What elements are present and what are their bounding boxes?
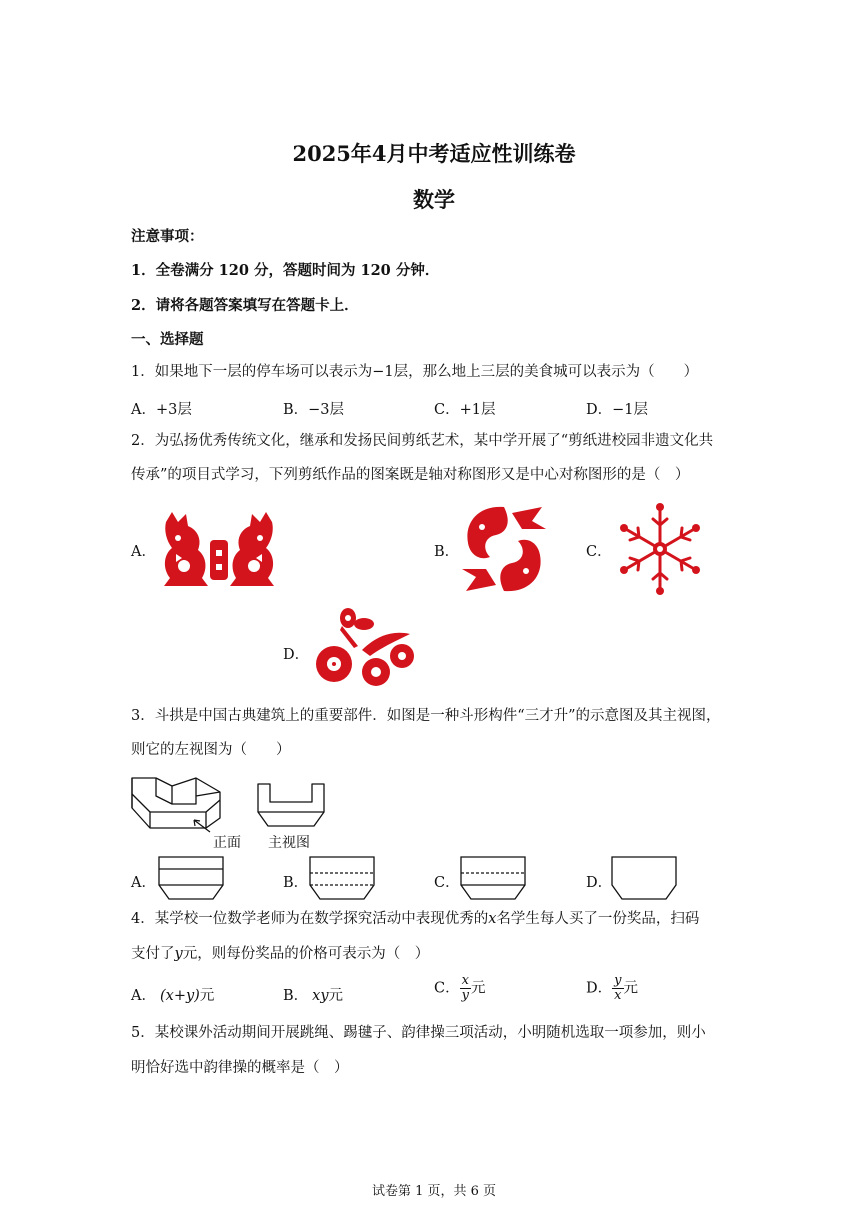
papercut-rabbits-image <box>158 510 280 588</box>
var-x: x <box>488 911 497 927</box>
q1-option-b: B．−3层 <box>283 402 345 418</box>
q3-option-a-diagram <box>157 855 225 901</box>
section-heading: 一、选择题 <box>131 331 204 348</box>
q4-option-c: C． $\frac{x}{y}$ 元 <box>434 973 486 1003</box>
papercut-flower-image <box>312 606 418 690</box>
q2-line-1: 2．为弘扬优秀传统文化，继承和发扬民间剪纸艺术，某中学开展了“剪纸进校园非遗文化共 <box>131 433 714 449</box>
q1-option-a: A．+3层 <box>131 402 192 418</box>
q2-option-a-label: A． <box>131 544 156 560</box>
q4-option-d: D． $\frac{y}{x}$ 元 <box>586 973 638 1003</box>
q5-line-1: 5．某校课外活动期间开展跳绳、踢毽子、韵律操三项活动，小明随机选取一项参加，则小 <box>131 1025 706 1041</box>
q1-text: 1．如果地下一层的停车场可以表示为−1层，那么地上三层的美食城可以表示为（ ） <box>131 364 699 380</box>
q1-option-d: D．−1层 <box>586 402 649 418</box>
page-footer: 试卷第 1 页，共 6 页 <box>371 1184 497 1199</box>
papercut-fish-image <box>460 503 548 595</box>
notice-heading: 注意事项： <box>131 228 204 245</box>
q4-option-a: A． (x+y)元 <box>131 988 215 1004</box>
q4-line-2: 支付了y元，则每份奖品的价格可表示为（ ） <box>131 946 430 962</box>
q3-option-b-diagram <box>308 855 376 901</box>
q1-option-c: C．+1层 <box>434 402 496 418</box>
main-view-label: 主视图 <box>268 835 310 851</box>
q3-line-2: 则它的左视图为（ ） <box>131 742 291 758</box>
q4-option-b: B． xy元 <box>283 988 344 1004</box>
q3-option-d-diagram <box>610 855 678 901</box>
q3-line-1: 3．斗拱是中国古典建筑上的重要部件．如图是一种斗形构件“三才升”的示意图及其主视图， <box>131 708 721 724</box>
q3-option-b-label: B． <box>283 875 309 891</box>
exam-title: 2025年4月中考适应性训练卷 <box>292 141 576 166</box>
q2-option-b-label: B． <box>434 544 460 560</box>
var-y: y <box>174 946 183 962</box>
notice-item-2: 2．请将各题答案填写在答题卡上． <box>131 297 359 314</box>
q3-option-c-diagram <box>459 855 527 901</box>
front-label: 正面 <box>213 835 241 851</box>
q2-option-c-label: C． <box>586 544 612 560</box>
front-arrow-icon <box>190 818 214 834</box>
q3-option-a-label: A． <box>131 875 156 891</box>
main-view-diagram <box>256 782 326 830</box>
subject-title: 数学 <box>413 187 455 212</box>
q5-line-2: 明恰好选中韵律操的概率是（ ） <box>131 1060 349 1076</box>
q4-line-1: 4．某学校一位数学老师为在数学探究活动中表现优秀的x名学生每人买了一份奖品，扫码 <box>131 911 700 927</box>
q3-option-d-label: D． <box>586 875 613 891</box>
q2-line-2: 传承”的项目式学习，下列剪纸作品的图案既是轴对称图形又是中心对称图形的是（ ） <box>131 467 690 483</box>
q2-option-d-label: D． <box>283 647 310 663</box>
q3-option-c-label: C． <box>434 875 460 891</box>
papercut-snowflake-image <box>614 503 706 595</box>
notice-item-1: 1．全卷满分 120 分，答题时间为 120 分钟． <box>131 262 440 279</box>
